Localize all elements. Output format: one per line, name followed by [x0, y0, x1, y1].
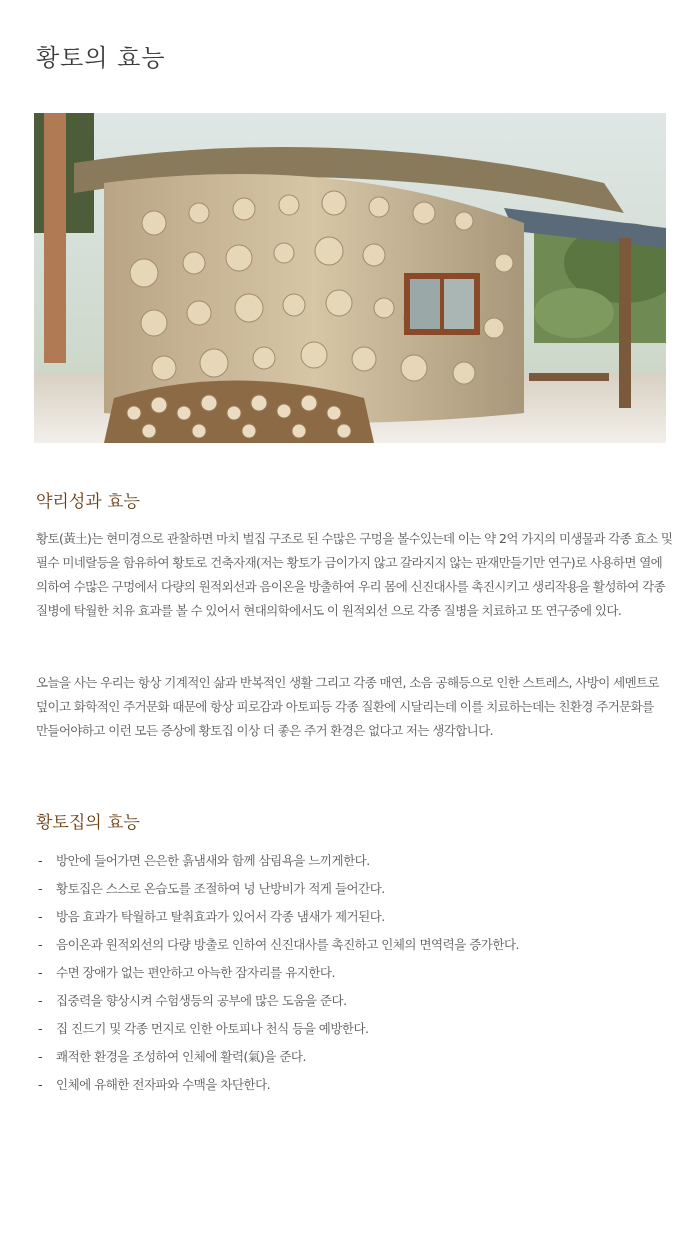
list-item: - 방안에 들어가면 은은한 흙냄새와 함께 삼림욕을 느끼게한다.	[38, 847, 658, 875]
list-dash: -	[38, 853, 43, 868]
paragraph-pharmacology: 황토(黃土)는 현미경으로 관찰하면 마치 벌집 구조로 된 수많은 구멍을 볼수있는데 이는 약 2억 가지의 미생물과 각종 효소 및 필수 미네랄등을 함유하여 황토로 건축자재(저는 황토가 금이가지 않고 갈라지지 않는 판재만들기만 연구)로 사용하면 열에 의하여 수많은 구멍에서 다량의 원적외선과 음이온을 방출하여 우리 몸에 신진대사를 촉진시키고 생리작용을 활성하여 각종 질병에 탁월한 치유 효과를 볼 수 있어서 현대의학에서도 이 원적외선 으로 각종 질병을 치료하고 또 연구중에 있다.	[36, 531, 673, 618]
list-dash: -	[38, 1049, 43, 1064]
list-item: - 방음 효과가 탁월하고 탈취효과가 있어서 각종 냄새가 제거된다.	[38, 903, 658, 931]
benefit-list	[38, 847, 658, 1099]
list-item: - 황토집은 스스로 온습도를 조절하여 넝 난방비가 적게 들어간다.	[38, 875, 658, 903]
clay-house-photo	[34, 113, 666, 443]
section-title-pharmacology: 약리성과 효능	[36, 492, 140, 512]
page-title: 황토의 효능	[36, 44, 166, 72]
list-item: - 인체에 유해한 전자파와 수맥을 차단한다.	[38, 1071, 658, 1099]
list-dash: -	[38, 909, 43, 924]
list-dash: -	[38, 1021, 43, 1036]
list-item: - 수면 장애가 없는 편안하고 아늑한 잠자리를 유지한다.	[38, 959, 658, 987]
list-dash: -	[38, 965, 43, 980]
list-item: - 음이온과 원적외선의 다량 방출로 인하여 신진대사를 촉진하고 인체의 면역력을 증가한다.	[38, 931, 658, 959]
list-dash: -	[38, 881, 43, 896]
list-item: - 집중력을 향상시켜 수험생등의 공부에 많은 도움을 준다.	[38, 987, 658, 1015]
list-dash: -	[38, 993, 43, 1008]
list-dash: -	[38, 1077, 43, 1092]
list-dash: -	[38, 937, 43, 952]
list-item: - 집 진드기 및 각종 먼지로 인한 아토피나 천식 등을 예방한다.	[38, 1015, 658, 1043]
list-item: - 쾌적한 환경을 조성하여 인체에 활력(氣)을 준다.	[38, 1043, 658, 1071]
paragraph-modern-life: 오늘을 사는 우리는 항상 기계적인 삶과 반복적인 생활 그리고 각종 매연, 소음 공해등으로 인한 스트레스, 사방이 세멘트로 덮이고 화학적인 주거문화 때문에 항상 피로감과 아토피등 각종 질환에 시달리는데 이를 치료하는데는 친환경 주거문화를 만들어야하고 이런 모든 증상에 황토집 이상 더 좋은 주거 환경은 없다고 저는 생각합니다.	[36, 675, 659, 738]
section-title-benefits: 황토집의 효능	[36, 813, 140, 833]
